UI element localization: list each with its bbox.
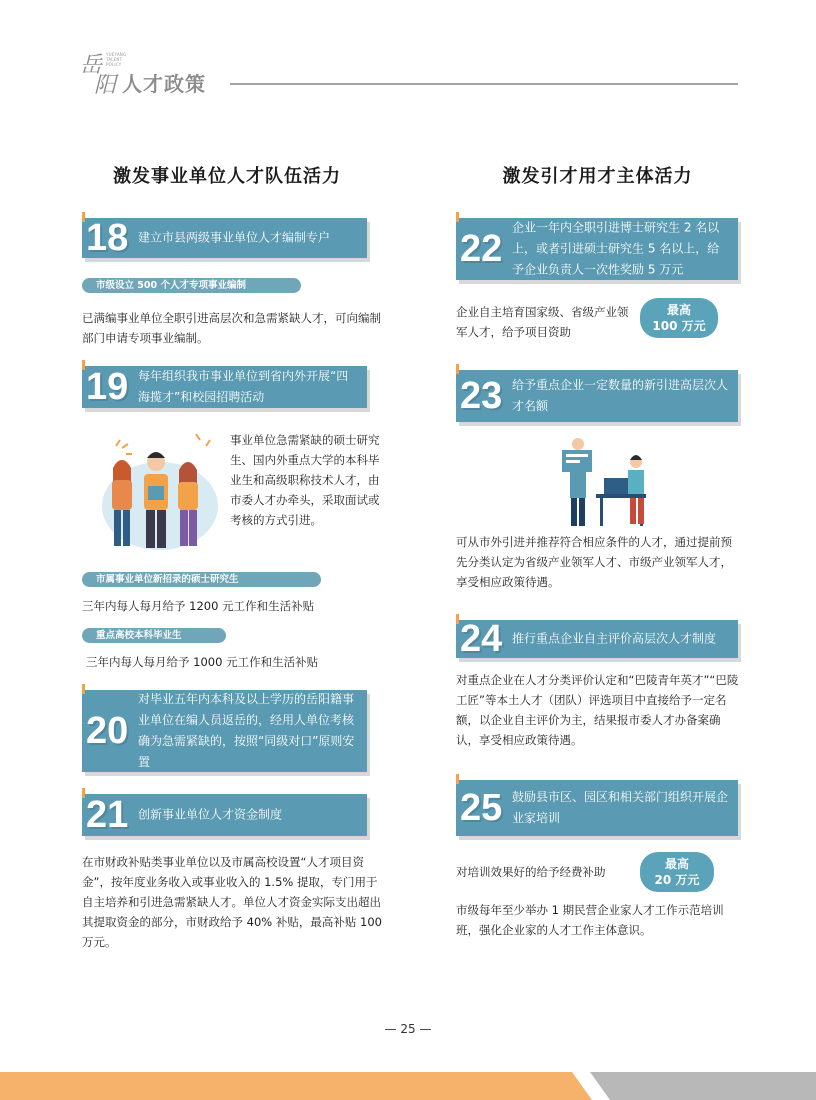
item-title: 给予重点企业一定数量的新引进高层次人才名额 [512,378,729,413]
item-number: 20 [86,710,129,752]
logo-char-2: 阳 [94,73,117,98]
item-title: 创新事业单位人才资金制度 [138,807,283,822]
text-19-undergrad: 三年内每人每月给予 1000 元工作和生活补贴 [86,655,319,669]
logo-char-1: 岳 [80,53,103,78]
banner-25 [456,780,738,836]
item-title: 鼓励县市区、园区和相关部门组织开展企业家培训 [512,790,729,825]
office-illustration [550,436,660,528]
item-title: 对毕业五年内本科及以上学历的岳阳籍事业单位在编人员返岳的，经用人单位考核确为急需紧缺的，按照“同级对口”原则安置 [138,692,355,769]
badge-line: 20 万元 [654,873,700,887]
logo-small-line: YUEYANG [106,52,127,57]
body-24: 对重点企业在人才分类评价认定和“巴陵青年英才”“巴陵工匠”等本土人才（团队）评选项目中直接给予一定名额，以企业自主评价为主，结果报市委人才办备案确认，享受相应政策待遇。 [456,673,739,747]
footer-band [0,1072,816,1100]
badge-line: 100 万元 [652,319,706,333]
body-23: 可从市外引进并推荐符合相应条件的人才，通过提前预先分类认定为省级产业领军人才、市级产业领军人才，享受相应政策待遇。 [456,535,732,589]
body-25-training: 市级每年至少举办 1 期民营企业家人才工作示范培训班，强化企业家的人才工作主体意识。 [456,903,724,937]
item-number: 21 [86,794,129,836]
item-number: 25 [460,787,503,829]
logo-small-line: POLICY [106,62,122,67]
banner-21 [82,794,367,836]
item-title: 推行重点企业自主评价高层次人才制度 [512,631,717,646]
logo-small-line: TALENT [106,57,123,62]
left-section-title: 激发事业单位人才队伍活力 [113,166,341,187]
logo-small-text [106,52,126,67]
banner-23 [456,370,738,422]
banner-19 [82,366,367,408]
banner-18 [82,218,367,258]
badge-line: 最高 [666,303,691,317]
body-21: 在市财政补贴类事业单位以及市属高校设置“人才项目资金”，按年度业务收入或事业收入的 1.5% 提取，专门用于自主培养和引进急需紧缺人才。单位人才资金实际支出超出其提取资金的部分，市财政给予 40% 补贴，最高补贴 100 万元。 [82,855,382,949]
item-number: 23 [460,375,503,417]
item-number: 22 [460,228,503,270]
students-illustration [100,428,220,556]
pill-19-undergrad: 重点高校本科毕业生 [82,628,226,643]
item-number: 18 [86,217,129,259]
header-logo [80,48,128,98]
badge-25 [640,852,714,892]
banner-24 [456,620,738,658]
body-22: 企业自主培育国家级、省级产业领军人才，给予项目资助 [456,305,629,339]
page-number: — 25 — [384,1022,432,1036]
body-25-subsidy: 对培训效果好的给予经费补助 [456,865,606,879]
badge-line: 最高 [664,857,689,871]
banner-22 [456,218,738,280]
pill-18: 市级设立 500 个人才专项事业编制 [82,278,301,293]
item-title: 每年组织我市事业单位到省内外开展“四海揽才”和校园招聘活动 [138,369,349,404]
header-title: 人才政策 [122,72,206,96]
badge-22 [640,298,718,338]
pill-19-masters: 市属事业单位新招录的硕士研究生 [82,572,321,587]
item-title: 建立市县两级事业单位人才编制专户 [138,230,331,245]
body-18: 已满编事业单位全职引进高层次和急需紧缺人才，可向编制部门申请专项事业编制。 [82,311,381,345]
body-19: 事业单位急需紧缺的硕士研究生、国内外重点大学的本科毕业生和高级职称技术人才，由市委人才办牵头，采取面试或考核的方式引进。 [230,433,380,527]
item-title: 企业一年内全职引进博士研究生 2 名以上，或者引进硕士研究生 5 名以上，给予企业负责人一次性奖励 5 万元 [512,220,720,277]
text-19-masters: 三年内每人每月给予 1200 元工作和生活补贴 [82,599,315,613]
right-section-title: 激发引才用才主体活力 [502,166,693,187]
item-number: 24 [460,618,503,660]
item-number: 19 [86,366,129,408]
banner-20 [82,690,367,772]
header-divider [230,83,738,85]
